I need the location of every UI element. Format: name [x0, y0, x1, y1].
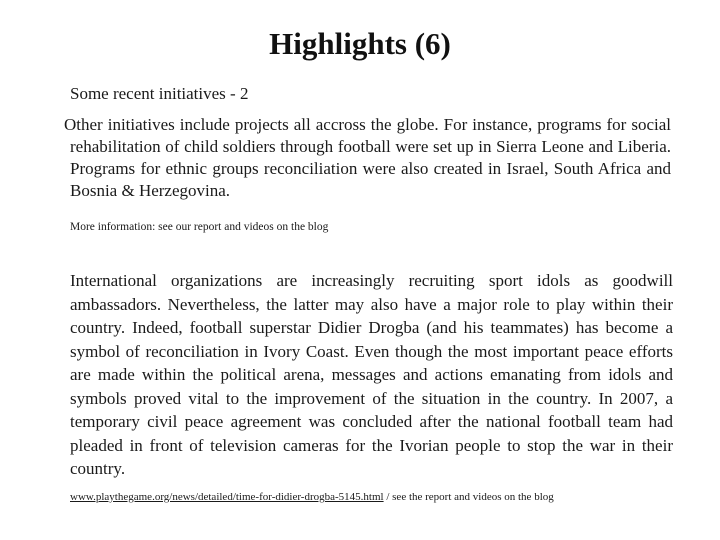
initiatives-paragraph — [64, 114, 671, 202]
more-info-note: More information: see our report and videos on the blog — [70, 221, 329, 233]
slide-title: Highlights (6) — [269, 26, 451, 61]
slide-subtitle: Some recent initiatives - 2 — [70, 84, 249, 103]
ambassadors-paragraph: International organizations are increasingly recruiting sport idols as goodwill ambassadors. Nevertheless, the latter may also have a major role to play within their country. Indeed, football superstar Didier Drogba (and his teammates) has become a symbol of reconciliation in Ivory Coast. Even though the most important peace efforts are made within the political arena, messages and actions emanating from idols and symbols proved vital to the improvement of the situation in the country. In 2007, a temporary civil peace agreement was concluded after the national football team had pleaded in front of television cameras for the Ivorian people to stop the war in their country. — [70, 271, 673, 478]
initiatives-text: Other initiatives include projects all accross the globe. For instance, programs for social rehabilitation of child soldiers through football were set up in Sierra Leone and Liberia. Programs for ethnic groups reconciliation were also created in Israel, South Africa and Bosnia & Herzegovina. — [64, 115, 671, 200]
footer-source — [70, 490, 690, 504]
source-link[interactable]: www.playthegame.org/news/detailed/time-for-didier-drogba-5145.html — [70, 491, 384, 503]
footer-note: / see the report and videos on the blog — [383, 491, 554, 503]
